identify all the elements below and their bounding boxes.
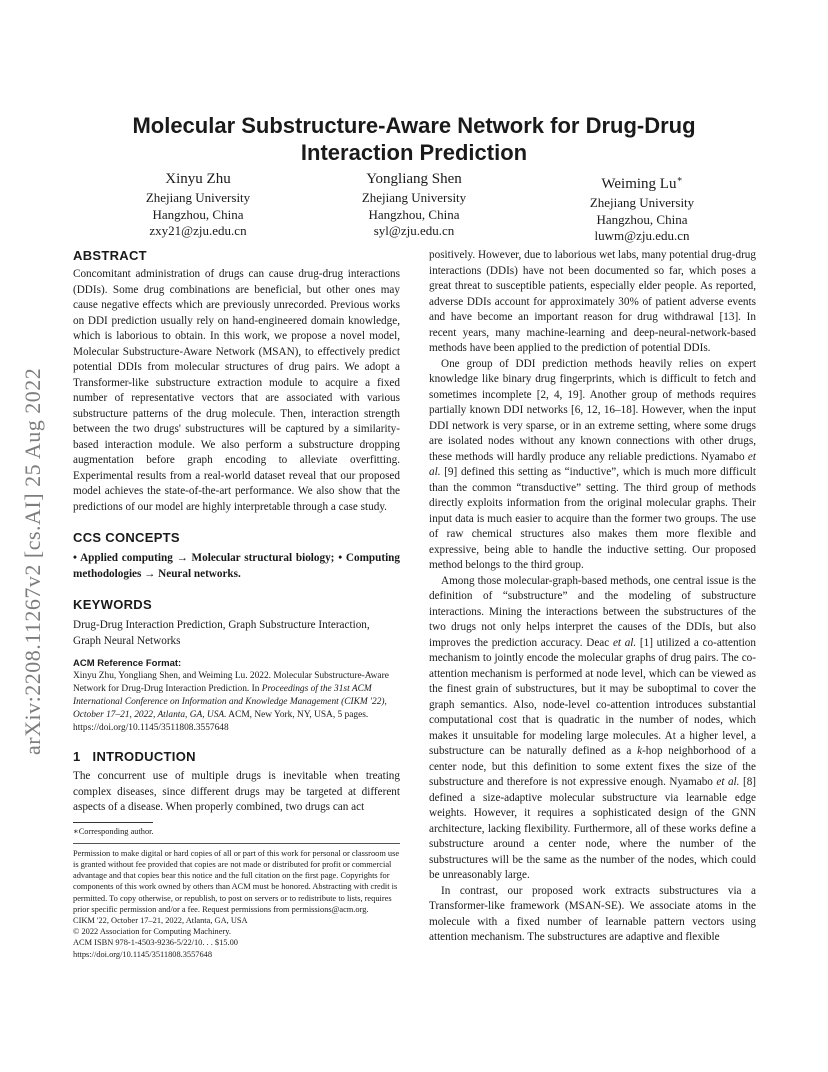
permission-rule	[73, 843, 400, 844]
intro-paragraph-1-cont: positively. However, due to laborious wet labs, many potential drug-drug interactions (DDIs) have not been documented so far, which poses a great threat to susceptible patients, especially elder people. As reported, adverse DDIs account for approximately 30% of patient adverse events and have become an important reason for drug withdrawal [13]. In recent years, many machine-learning and deep-neural-network-based methods have been applied to the prediction of potential DDIs.	[429, 249, 756, 354]
left-column	[73, 248, 400, 960]
ccs-heading: CCS CONCEPTS	[73, 530, 180, 545]
author-name: Weiming Lu∗	[601, 174, 683, 192]
doi-line: https://doi.org/10.1145/3511808.3557648	[73, 949, 213, 959]
footnote-corresponding: ∗Corresponding author.	[73, 826, 154, 836]
introduction-heading: 1 INTRODUCTION	[73, 749, 196, 764]
ccs-text: • Applied computing → Molecular structural biology; • Computing methodologies → Neural networks.	[73, 552, 400, 580]
intro-paragraph-1-start: The concurrent use of multiple drugs is inevitable when treating complex diseases, since different drugs may be targeted at different aspects of a disease. When properly combined, two drugs can act	[73, 770, 400, 813]
author-3	[527, 170, 757, 245]
author-name: Yongliang Shen	[366, 171, 462, 187]
acm-reference-text: Xinyu Zhu, Yongliang Shen, and Weiming Lu. 2022. Molecular Substructure-Aware Network for Drug-Drug Interaction Prediction. In Proceedings of the 31st ACM International Conference on Information and Knowledge Management (CIKM '22), October 17–21, 2022, Atlanta, GA, USA. ACM, New York, NY, USA, 5 pages. https://doi.org/10.1145/3511808.3557648	[73, 671, 389, 733]
author-location: Hangzhou, China	[596, 211, 688, 227]
keywords-heading: KEYWORDS	[73, 597, 152, 612]
right-column	[429, 248, 756, 946]
paper-title	[74, 112, 754, 166]
acm-reference-heading: ACM Reference Format:	[73, 658, 182, 669]
title-line-2: Interaction Prediction	[300, 140, 528, 165]
arxiv-stamp: arXiv:2208.11267v2 [cs.AI] 25 Aug 2022	[20, 367, 45, 755]
author-location: Hangzhou, China	[152, 206, 244, 222]
footnote-rule	[73, 822, 153, 823]
author-2	[299, 170, 529, 240]
intro-paragraph-4: In contrast, our proposed work extracts substructures via a Transformer-like framework (MSAN-SE). We associate atoms in the molecule with a fixed number of learnable pattern vectors using attention mechanism. The substructures are adaptive and flexible	[429, 884, 756, 943]
abstract-text: Concomitant administration of drugs can cause drug-drug interactions (DDIs). Some drug combinations are beneficial, but other ones may cause negative effects which are previously unrecorded. Previous works on DDI prediction usually rely on hand-engineered domain knowledge, which is laborious to obtain. In this work, we propose a novel model, Molecular Substructure-Aware Network (MSAN), to effectively predict potential DDIs from molecular structures of drug pairs. We adopt a Transformer-like substructure extraction module to acquire a fixed number of representative vectors that are associated with various substructure patterns of the drug molecule. Then, interaction strength between the two drugs' substructures will be captured by a similarity-based interaction module. We also perform a substructure dropping augmentation before graph encoding to alleviate overfitting. Experimental results from a real-world dataset reveal that our proposed model achieves the state-of-the-art performance. We also show that the predictions of our model are highly interpretable through a case study.	[73, 268, 400, 513]
author-affiliation: Zhejiang University	[145, 190, 251, 205]
corresponding-mark: ∗	[676, 174, 683, 184]
permission-block: Permission to make digital or hard copies of all or part of this work for personal or classroom use is granted without fee provided that copies are not made or distributed for profit or commercial advantage and that copies bear this notice and the full citation on the first page. Copyrights for components of this work owned by others than ACM must be honored. Abstracting with credit is permitted. To copy otherwise, or republish, to post on servers or to redistribute to lists, requires prior specific permission and/or a fee. Request permissions from permissions@acm.org.	[73, 848, 400, 914]
author-email: zxy21@zju.edu.cn	[149, 223, 247, 238]
intro-paragraph-2: One group of DDI prediction methods heavily relies on expert knowledge like binary drug fingerprints, which is difficult to fetch and sometimes incomplete [2, 4, 19]. Another group of methods requires partially known DDI networks [6, 12, 16–18]. However, when the input DDI network is very sparse, or in an extreme setting, where some drugs are isolated nodes without any known connections with other drugs, these methods will hardly produce any reliable predictions. Nyamabo et al. [9] defined this setting as “inductive”, which is much more difficult than the common “transductive” setting. The third group of methods directly exploits information from the original molecular graphs. Their input data is much easier to acquire than the former two groups. The use of raw chemical structures also makes them more flexible and expressive, being able to handle the inductive setting. Our proposed method belongs to the third group.	[429, 357, 756, 571]
copyright-line: © 2022 Association for Computing Machinery.	[73, 927, 231, 937]
author-location: Hangzhou, China	[368, 206, 460, 222]
conference-line: CIKM '22, October 17–21, 2022, Atlanta, GA, USA	[73, 915, 248, 925]
isbn-line: ACM ISBN 978-1-4503-9236-5/22/10. . . $15.00	[73, 938, 238, 948]
author-affiliation: Zhejiang University	[361, 190, 467, 205]
author-1	[83, 170, 313, 240]
author-name: Xinyu Zhu	[165, 171, 231, 187]
author-affiliation: Zhejiang University	[589, 195, 695, 210]
abstract-heading: ABSTRACT	[73, 248, 147, 263]
author-email: luwm@zju.edu.cn	[594, 228, 690, 243]
intro-paragraph-3: Among those molecular-graph-based methods, one central issue is the definition of “substructure” and the modeling of substructure interactions. Mining the interactions between the substructures of the two drugs not only helps interpret the causes of the DDIs, but also improves the prediction accuracy. Deac et al. [1] utilized a co-attention mechanism to jointly encode the molecular graphs of drug pairs. The co-attention mechanism is performed at node level, which can be viewed as the finest grain of substructures, but it may be suboptimal to cover the graph semantics. Also, node-level co-attention introduces substantial computational cost that is quadratic in the number of nodes, which makes it unsuitable for modeling large molecules. At a higher level, a substructure can be naturally defined as a k-hop neighborhood of a center node, but this definition to some extent fixes the size of the substructure and therefore is not expressive enough. Nyamabo et al. [8] defined a size-adaptive molecular substructure via learnable edge weights. However, it requires a sophisticated design of the GNN architecture, lacking flexibility. Furthermore, all of these works define a substructure around a center node, where the number of the substructures will be the same as the number of the nodes, which could be unreasonably large.	[429, 574, 757, 881]
keywords-text: Drug-Drug Interaction Prediction, Graph Substructure Interaction, Graph Neural Networks	[73, 619, 370, 647]
author-email: syl@zju.edu.cn	[373, 223, 455, 238]
title-line-1: Molecular Substructure-Aware Network for Drug-Drug	[132, 113, 696, 138]
